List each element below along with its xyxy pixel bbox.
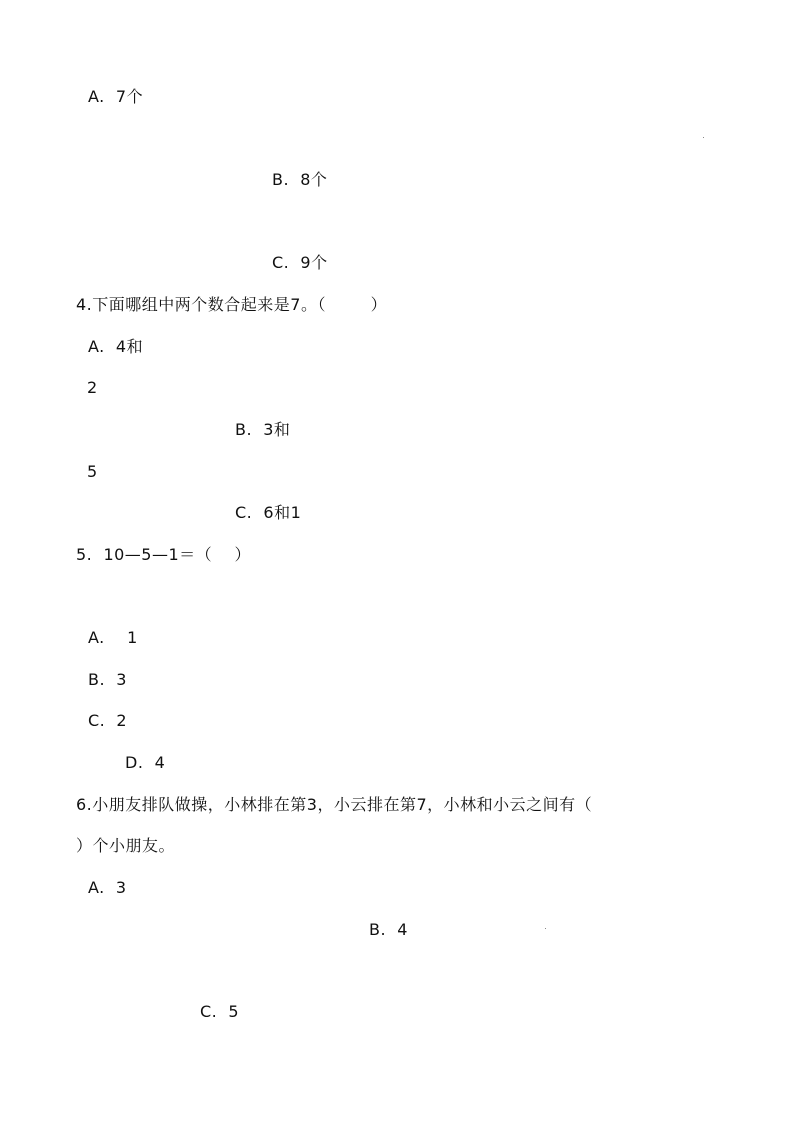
q6-option-b: B. 4	[369, 920, 408, 939]
q6-stem-line-2: ）个小朋友。	[76, 836, 176, 855]
q5-option-c: C. 2	[88, 711, 128, 730]
q6-option-c: C. 5	[200, 1002, 240, 1021]
q3-option-c: C. 9个	[272, 253, 328, 272]
q5-option-b: B. 3	[88, 670, 127, 689]
q6-stem-line-1: 6.小朋友排队做操，小林排在第3，小云排在第7，小林和小云之间有（	[76, 795, 593, 814]
q5-option-a: A. 1	[88, 628, 138, 647]
q5-stem: 5. 10—5—1＝（ ）	[76, 545, 252, 564]
q4-option-a-wrap: 2	[87, 378, 98, 397]
stray-mark	[545, 928, 546, 929]
q3-option-b: B. 8个	[272, 170, 328, 189]
q6-option-a: A. 3	[88, 878, 127, 897]
q4-option-b: B. 3和	[235, 420, 291, 439]
q5-option-d: D. 4	[125, 753, 166, 772]
q3-option-a: A. 7个	[88, 87, 144, 106]
stray-mark	[703, 137, 704, 138]
q4-option-a: A. 4和	[88, 337, 144, 356]
q4-option-b-wrap: 5	[87, 462, 98, 481]
q4-option-c: C. 6和1	[235, 503, 302, 522]
q4-stem: 4.下面哪组中两个数合起来是7。（ ）	[76, 295, 388, 314]
